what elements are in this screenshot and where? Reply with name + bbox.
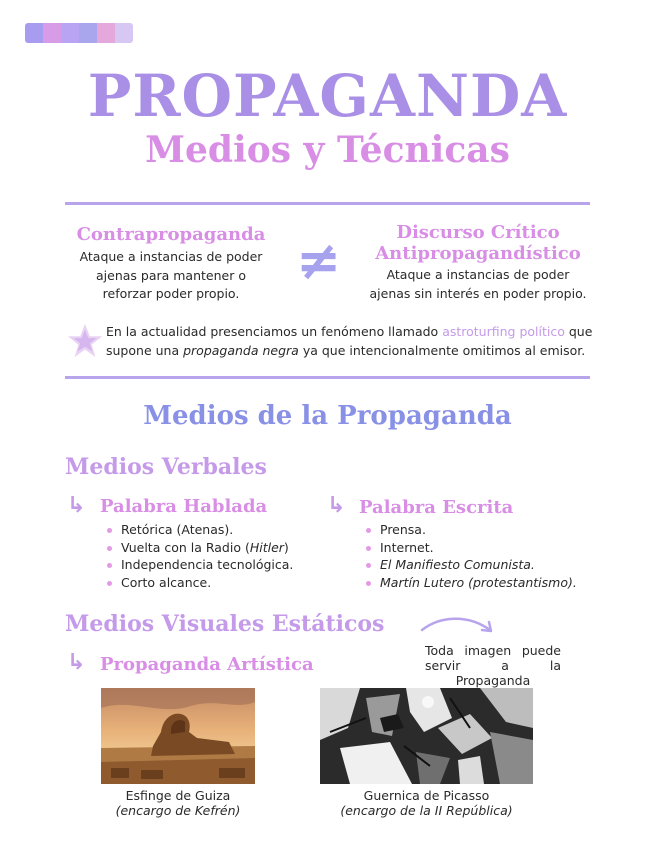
contrapropaganda-block	[65, 224, 277, 304]
divider-top	[65, 202, 590, 205]
item-text: )	[283, 539, 289, 555]
text-line: ajenas sin interés en poder propio.	[369, 285, 587, 301]
sphinx-caption	[98, 788, 258, 818]
caption-sub: (encargo de Kefrén)	[115, 803, 241, 818]
propaganda-artistica-heading: Propaganda Artística	[100, 654, 314, 675]
text-line: Ataque a instancias de poder	[79, 249, 263, 264]
item-text: Vuelta con la Radio (	[121, 539, 250, 555]
title-line: Antipropagandístico	[375, 243, 581, 264]
discurso-critico-text	[358, 266, 598, 303]
medios-visuales-heading: Medios Visuales Estáticos	[65, 611, 385, 637]
page-title: PROPAGANDA	[87, 62, 568, 130]
divider-middle	[65, 376, 590, 379]
swatch-6	[115, 23, 133, 43]
side-note: Toda imagen puede servir a la Propaganda	[425, 643, 561, 688]
palabra-escrita-list	[366, 521, 596, 591]
swatch-3	[61, 23, 79, 43]
section-title-medios: Medios de la Propaganda	[143, 401, 512, 431]
list-item: El Manifiesto Comunista.	[366, 556, 596, 574]
guernica-image	[320, 688, 533, 784]
arrow-right-icon: ↳	[67, 493, 86, 518]
note-text: ya que intencionalmente omitimos al emisor.	[298, 343, 586, 358]
text-line: ajenas para mantener o	[96, 267, 246, 283]
note-highlight: astroturfing político	[442, 324, 565, 339]
list-item: Corto alcance.	[107, 574, 317, 592]
palabra-hablada-heading: Palabra Hablada	[100, 496, 268, 517]
curved-arrow-icon	[418, 612, 500, 642]
text-line: reforzar poder propio.	[102, 286, 240, 301]
note-text: En la actualidad presenciamos un fenómeno llamado	[106, 324, 443, 339]
title-line: Discurso Crítico	[396, 222, 560, 243]
note-italic: propaganda negra	[183, 343, 299, 358]
arrow-right-icon: ↳	[67, 650, 86, 675]
swatch-1	[25, 23, 43, 43]
caption-title: Esfinge de Guiza	[125, 788, 231, 803]
contrapropaganda-title: Contrapropaganda	[76, 224, 266, 245]
astroturfing-note	[106, 322, 606, 360]
palabra-hablada-list	[107, 521, 317, 591]
caption-sub: (encargo de la II República)	[340, 803, 513, 818]
list-item	[107, 539, 317, 557]
note-text: que	[564, 324, 593, 339]
swatch-5	[97, 23, 115, 43]
item-italic: Hitler	[249, 539, 284, 555]
note-line-2	[106, 341, 606, 360]
sphinx-image	[101, 688, 255, 784]
star-icon	[66, 322, 104, 360]
text-line: Ataque a instancias de poder	[386, 267, 570, 282]
discurso-critico-title	[358, 222, 598, 264]
note-text: supone una	[106, 343, 184, 358]
list-item: Martín Lutero (protestantismo).	[366, 574, 596, 592]
list-item: Independencia tecnológica.	[107, 556, 317, 574]
medios-verbales-heading: Medios Verbales	[65, 454, 267, 480]
note-line-1	[106, 322, 606, 341]
guernica-caption	[330, 788, 523, 818]
palabra-escrita-heading: Palabra Escrita	[359, 497, 514, 518]
list-item: Prensa.	[366, 521, 596, 539]
swatch-4	[79, 23, 97, 43]
contrapropaganda-text	[65, 248, 277, 304]
list-item: Retórica (Atenas).	[107, 521, 317, 539]
page-subtitle: Medios y Técnicas	[145, 129, 510, 171]
not-equal-icon: ≠	[296, 229, 342, 292]
arrow-right-icon: ↳	[327, 493, 346, 518]
caption-title: Guernica de Picasso	[363, 788, 490, 803]
color-palette	[25, 23, 133, 43]
discurso-critico-block	[358, 222, 598, 303]
list-item: Internet.	[366, 539, 596, 557]
swatch-2	[43, 23, 61, 43]
